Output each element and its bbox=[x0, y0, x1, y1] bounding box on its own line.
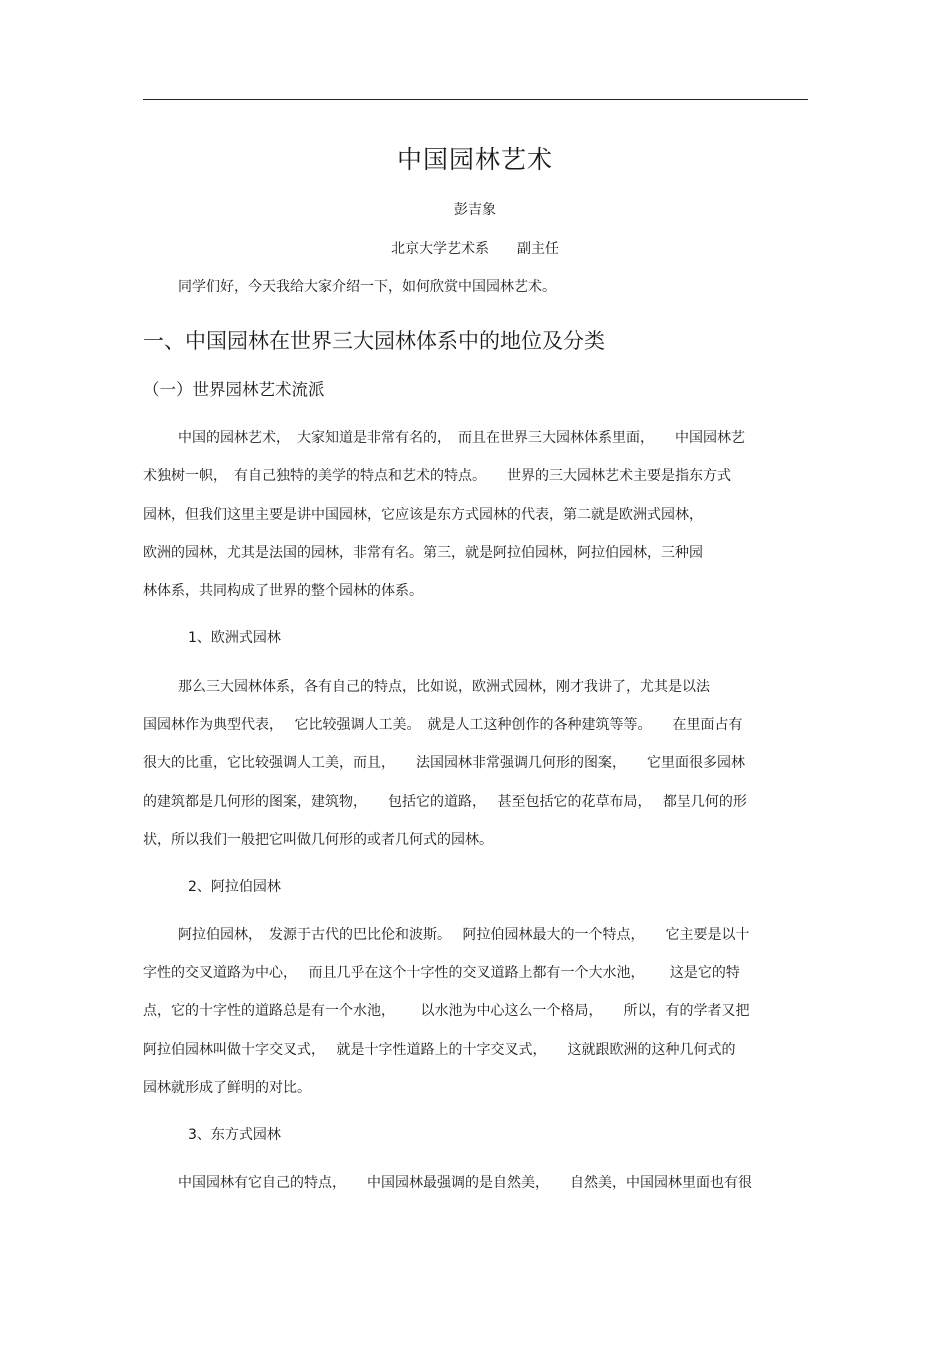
paragraph-line: 的建筑都是几何形的图案，建筑物， 包括它的道路， 甚至包括它的花草布局， 都呈几何的形 bbox=[143, 794, 747, 810]
paragraph-line: 术独树一帜， 有自己独特的美学的特点和艺术的特点。 世界的三大园林艺术主要是指东方式 bbox=[143, 468, 731, 484]
paragraph-line: 园林，但我们这里主要是讲中国园林，它应该是东方式园林的代表，第二就是欧洲式园林， bbox=[143, 507, 703, 523]
paragraph-line: 状，所以我们一般把它叫做几何形的或者几何式的园林。 bbox=[143, 832, 493, 848]
paragraph-line: 林体系，共同构成了世界的整个园林的体系。 bbox=[143, 583, 423, 599]
paragraph-line: 国园林作为典型代表， 它比较强调人工美。 就是人工这种创作的各种建筑等等。 在里面占有 bbox=[143, 717, 743, 733]
author-name: 彭吉象 bbox=[454, 202, 496, 218]
paragraph-line: 很大的比重，它比较强调人工美，而且， 法国园林非常强调几何形的图案， 它里面很多园林 bbox=[143, 755, 745, 771]
paragraph-line: 阿拉伯园林叫做十字交叉式， 就是十字性道路上的十字交叉式， 这就跟欧洲的这种几何式的 bbox=[143, 1042, 736, 1058]
paragraph-line: 字性的交叉道路为中心， 而且几乎在这个十字性的交叉道路上都有一个大水池， 这是它的特 bbox=[143, 965, 740, 981]
author-affiliation: 北京大学艺术系 副主任 bbox=[391, 241, 559, 257]
paragraph-line: 欧洲的园林，尤其是法国的园林，非常有名。第三，就是阿拉伯园林，阿拉伯园林，三种园 bbox=[143, 545, 703, 561]
item-heading: 2、阿拉伯园林 bbox=[188, 879, 281, 895]
paragraph-line: 园林就形成了鲜明的对比。 bbox=[143, 1080, 311, 1096]
document-title: 中国园林艺术 bbox=[396, 145, 553, 174]
section-heading: 一、中国园林在世界三大园林体系中的地位及分类 bbox=[143, 329, 605, 353]
paragraph-line: 阿拉伯园林， 发源于古代的巴比伦和波斯。 阿拉伯园林最大的一个特点， 它主要是以十 bbox=[178, 927, 750, 943]
intro-paragraph: 同学们好，今天我给大家介绍一下，如何欣赏中国园林艺术。 bbox=[178, 279, 556, 295]
paragraph-line: 中国的园林艺术， 大家知道是非常有名的， 而且在世界三大园林体系里面， 中国园林艺 bbox=[178, 430, 745, 446]
item-heading: 1、欧洲式园林 bbox=[188, 630, 281, 646]
paragraph-line: 点，它的十字性的道路总是有一个水池， 以水池为中心这么一个格局， 所以，有的学者又把 bbox=[143, 1003, 750, 1019]
header-rule bbox=[143, 99, 808, 100]
paragraph-line: 那么三大园林体系，各有自己的特点，比如说，欧洲式园林，刚才我讲了，尤其是以法 bbox=[178, 679, 710, 695]
paragraph-line: 中国园林有它自己的特点， 中国园林最强调的是自然美， 自然美，中国园林里面也有很 bbox=[178, 1175, 752, 1191]
subsection-heading: （一）世界园林艺术流派 bbox=[143, 380, 325, 399]
item-heading: 3、东方式园林 bbox=[188, 1127, 281, 1143]
